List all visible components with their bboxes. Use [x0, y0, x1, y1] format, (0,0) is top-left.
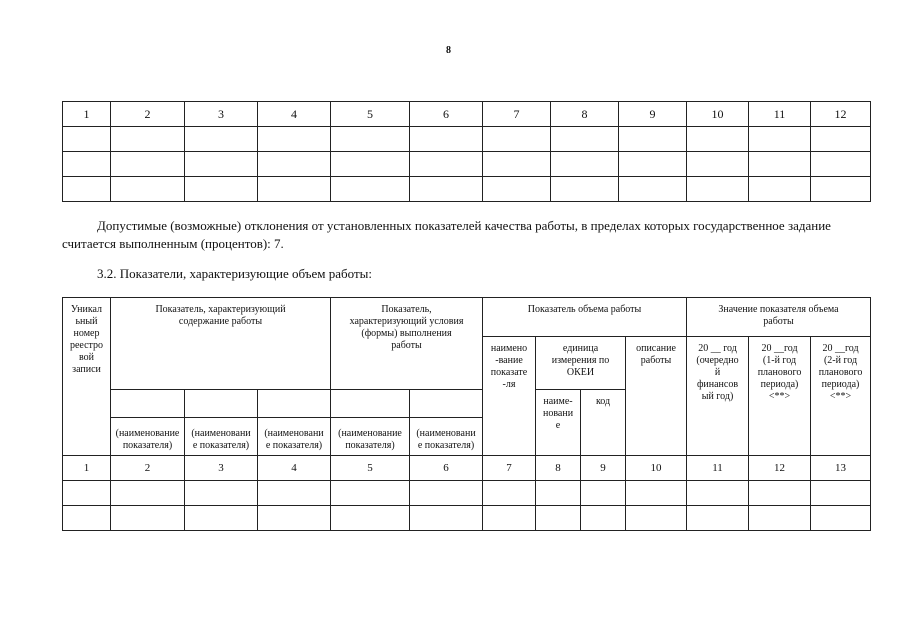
table-row [63, 152, 871, 177]
column-number: 6 [410, 456, 483, 481]
table-header-row [63, 102, 871, 127]
column-number: 13 [811, 456, 871, 481]
column-number: 5 [331, 456, 410, 481]
column-number: 3 [185, 102, 258, 127]
column-number: 12 [749, 456, 811, 481]
column-number: 12 [811, 102, 871, 127]
column-number: 10 [687, 102, 749, 127]
quality-indicators-table [62, 101, 871, 202]
condition-indicator-header: Показатель, характеризующий условия (формы) выполнения работы [331, 298, 483, 390]
column-number: 4 [258, 456, 331, 481]
column-number: 1 [63, 456, 111, 481]
column-number: 11 [749, 102, 811, 127]
section-title: 3.2. Показатели, характеризующие объем работы: [97, 266, 372, 281]
tolerance-paragraph: Допустимые (возможные) отклонения от установленных показателей качества работы, в пределах которых государственное задание считается выполненным (процентов): 7. [62, 218, 831, 251]
column-number: 4 [258, 102, 331, 127]
column-number: 2 [111, 456, 185, 481]
column-number: 9 [619, 102, 687, 127]
indicator-name-label: (наименование показателя) [331, 418, 410, 456]
column-number: 6 [410, 102, 483, 127]
column-number: 5 [331, 102, 410, 127]
work-description-header: описание работы [626, 337, 687, 456]
table-row [63, 506, 871, 531]
column-number: 10 [626, 456, 687, 481]
indicator-name-label: (наименование показателя) [111, 418, 185, 456]
table-row [63, 481, 871, 506]
indicator-name-label: (наименовани е показателя) [258, 418, 331, 456]
column-number: 7 [483, 456, 536, 481]
column-number: 11 [687, 456, 749, 481]
unique-number-header: Уникал ьный номер реестро вой записи [63, 298, 111, 456]
column-number: 7 [483, 102, 551, 127]
column-number: 8 [551, 102, 619, 127]
column-number: 8 [536, 456, 581, 481]
column-number: 1 [63, 102, 111, 127]
year-current-header: 20 __ год (очередно й финансов ый год) [687, 337, 749, 456]
year-plan1-header: 20 __год (1-й год планового периода) <**> [749, 337, 811, 456]
okei-unit-header: единица измерения по ОКЕИ [536, 337, 626, 390]
content-indicator-header: Показатель, характеризующий содержание работы [111, 298, 331, 390]
table-row [63, 177, 871, 202]
table-index-row [63, 456, 871, 481]
column-number: 3 [185, 456, 258, 481]
okei-name-header: наиме- новани е [536, 390, 581, 456]
indicator-name-label: (наименовани е показателя) [410, 418, 483, 456]
volume-indicator-header: Показатель объема работы [483, 298, 687, 337]
indicator-name-header: наимено -вание показате -ля [483, 337, 536, 456]
indicator-name-label: (наименовани е показателя) [185, 418, 258, 456]
table-row [63, 127, 871, 152]
column-number: 2 [111, 102, 185, 127]
year-plan2-header: 20 __год (2-й год планового периода) <**> [811, 337, 871, 456]
page-number: 8 [446, 45, 451, 56]
okei-code-header: код [581, 390, 626, 456]
column-number: 9 [581, 456, 626, 481]
volume-value-header: Значение показателя объема работы [687, 298, 871, 337]
volume-indicators-table [62, 297, 871, 531]
